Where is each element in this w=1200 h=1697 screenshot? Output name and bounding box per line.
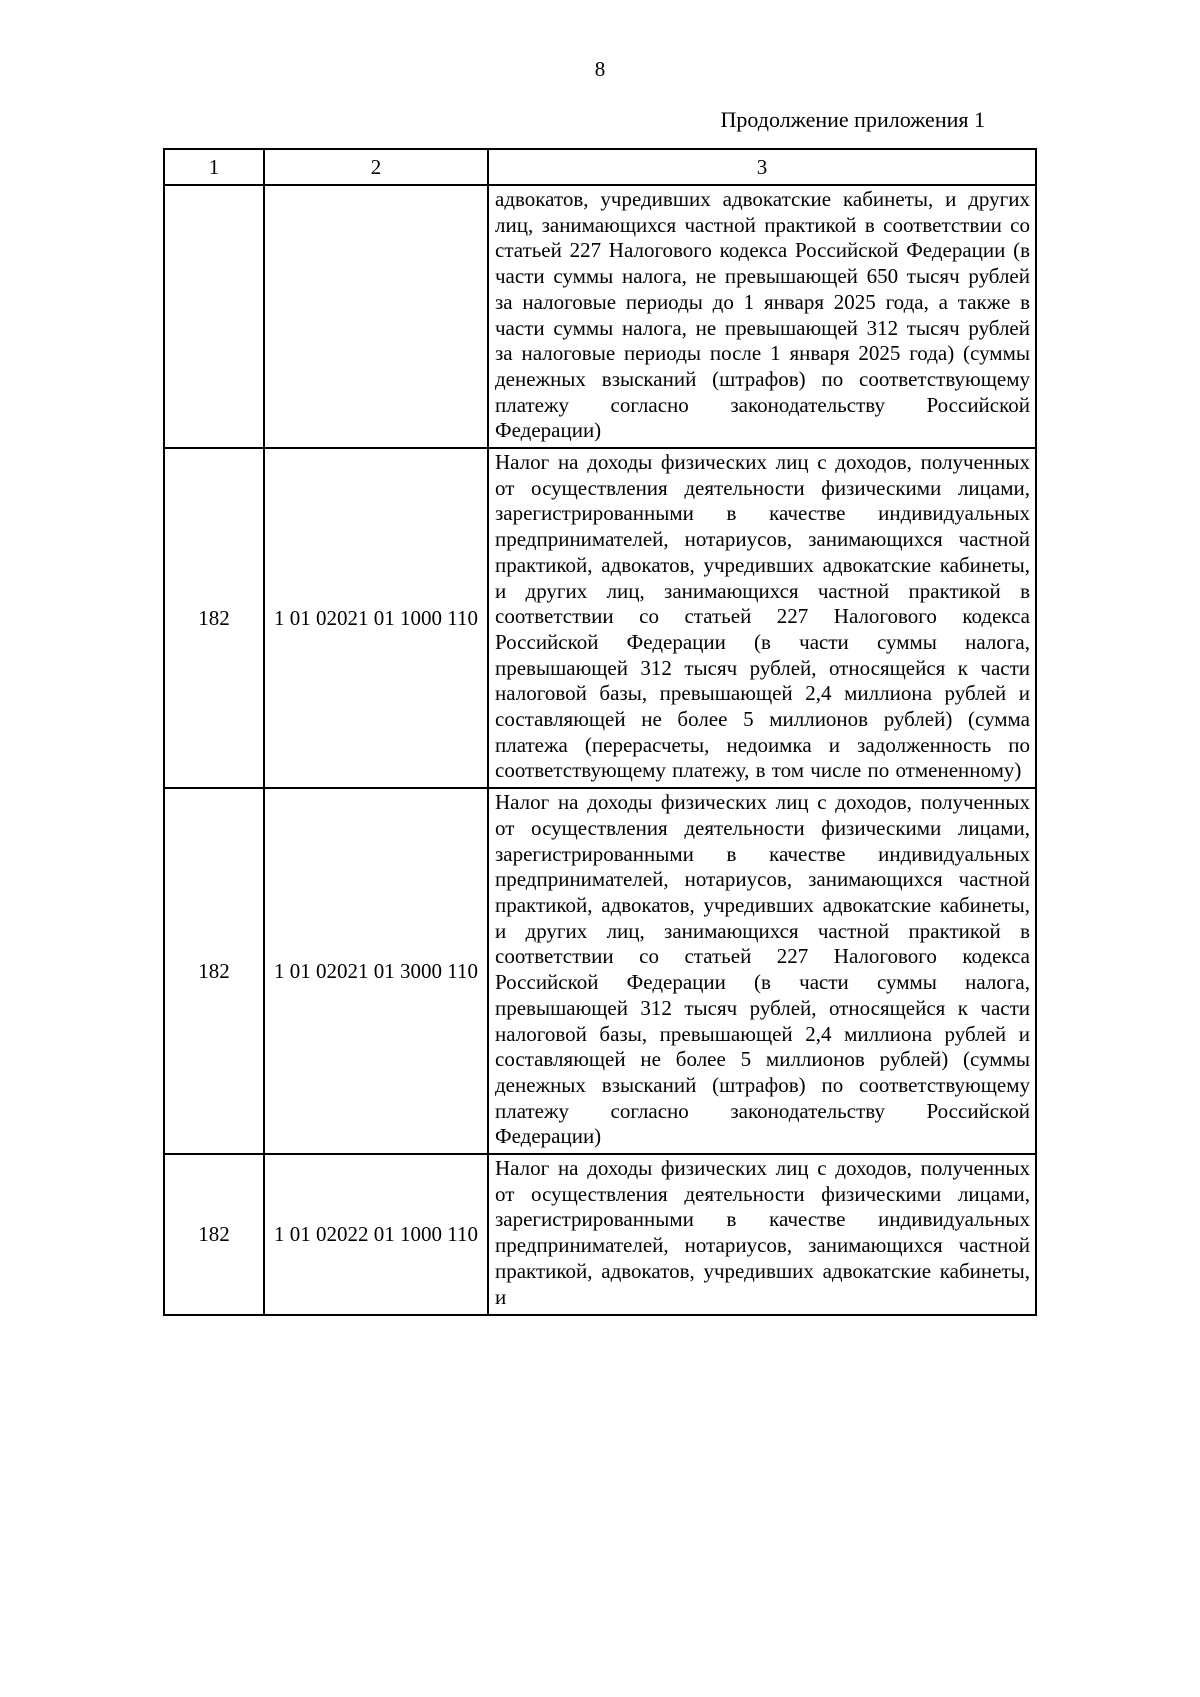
admin-code-cell: 182 bbox=[164, 1154, 264, 1315]
description-cell bbox=[488, 788, 1036, 1154]
page-number: 8 bbox=[594, 57, 606, 81]
table-wrap bbox=[163, 148, 1035, 1316]
budget-code-cell bbox=[264, 185, 488, 448]
table-row bbox=[164, 788, 1036, 1154]
table-row bbox=[164, 1154, 1036, 1315]
description-text: Налог на доходы физических лиц с доходов, полученных от осуществления деятельности физическими лицами, зарегистрированными в качестве индивидуальных предпринимателей, нотариусов, занимающихся частной практикой, адвокатов, учредивших адвокатские кабинеты, и других лиц, занимающихся частной практикой в соответствии со статьей 227 Налогового кодекса Российской Федерации (в части суммы налога, превышающей 312 тысяч рублей, относящейся к части налоговой базы, превышающей 2,4 миллиона рублей и составляющей не более 5 миллионов рублей) (сумма платежа (перерасчеты, недоимка и задолженность по соответствующему платежу, в том числе по отмененному) bbox=[495, 450, 1030, 783]
table-header-row bbox=[164, 149, 1036, 185]
description-cell bbox=[488, 1154, 1036, 1315]
description-text: Налог на доходы физических лиц с доходов, полученных от осуществления деятельности физическими лицами, зарегистрированными в качестве индивидуальных предпринимателей, нотариусов, занимающихся частной практикой, адвокатов, учредивших адвокатские кабинеты, и других лиц, занимающихся частной практикой в соответствии со статьей 227 Налогового кодекса Российской Федерации (в части суммы налога, превышающей 312 тысяч рублей, относящейся к части налоговой базы, превышающей 2,4 миллиона рублей и составляющей не более 5 миллионов рублей) (суммы денежных взысканий (штрафов) по соответствующему платежу согласно законодательству Российской Федерации) bbox=[495, 790, 1030, 1149]
budget-code-cell: 1 01 02021 01 1000 110 bbox=[264, 448, 488, 788]
column-header-2: 2 bbox=[264, 149, 488, 185]
kbk-table bbox=[163, 148, 1037, 1316]
column-header-1: 1 bbox=[164, 149, 264, 185]
admin-code-cell: 182 bbox=[164, 448, 264, 788]
description-cell bbox=[488, 448, 1036, 788]
budget-code-cell: 1 01 02022 01 1000 110 bbox=[264, 1154, 488, 1315]
table-row bbox=[164, 185, 1036, 448]
column-header-3: 3 bbox=[488, 149, 1036, 185]
description-text: Налог на доходы физических лиц с доходов, полученных от осуществления деятельности физическими лицами, зарегистрированными в качестве индивидуальных предпринимателей, нотариусов, занимающихся частной практикой, адвокатов, учредивших адвокатские кабинеты, и bbox=[495, 1156, 1030, 1309]
admin-code-cell bbox=[164, 185, 264, 448]
table-row bbox=[164, 448, 1036, 788]
budget-code-cell: 1 01 02021 01 3000 110 bbox=[264, 788, 488, 1154]
admin-code-cell: 182 bbox=[164, 788, 264, 1154]
description-cell bbox=[488, 185, 1036, 448]
appendix-continuation-heading: Продолжение приложения 1 bbox=[720, 107, 985, 132]
description-text: адвокатов, учредивших адвокатские кабинеты, и других лиц, занимающихся частной практикой в соответствии со статьей 227 Налогового кодекса Российской Федерации (в части суммы налога, не превышающей 650 тысяч рублей за налоговые периоды до 1 января 2025 года, а также в части суммы налога, не превышающей 312 тысяч рублей за налоговые периоды после 1 января 2025 года) (суммы денежных взысканий (штрафов) по соответствующему платежу согласно законодательству Российской Федерации) bbox=[495, 187, 1030, 443]
